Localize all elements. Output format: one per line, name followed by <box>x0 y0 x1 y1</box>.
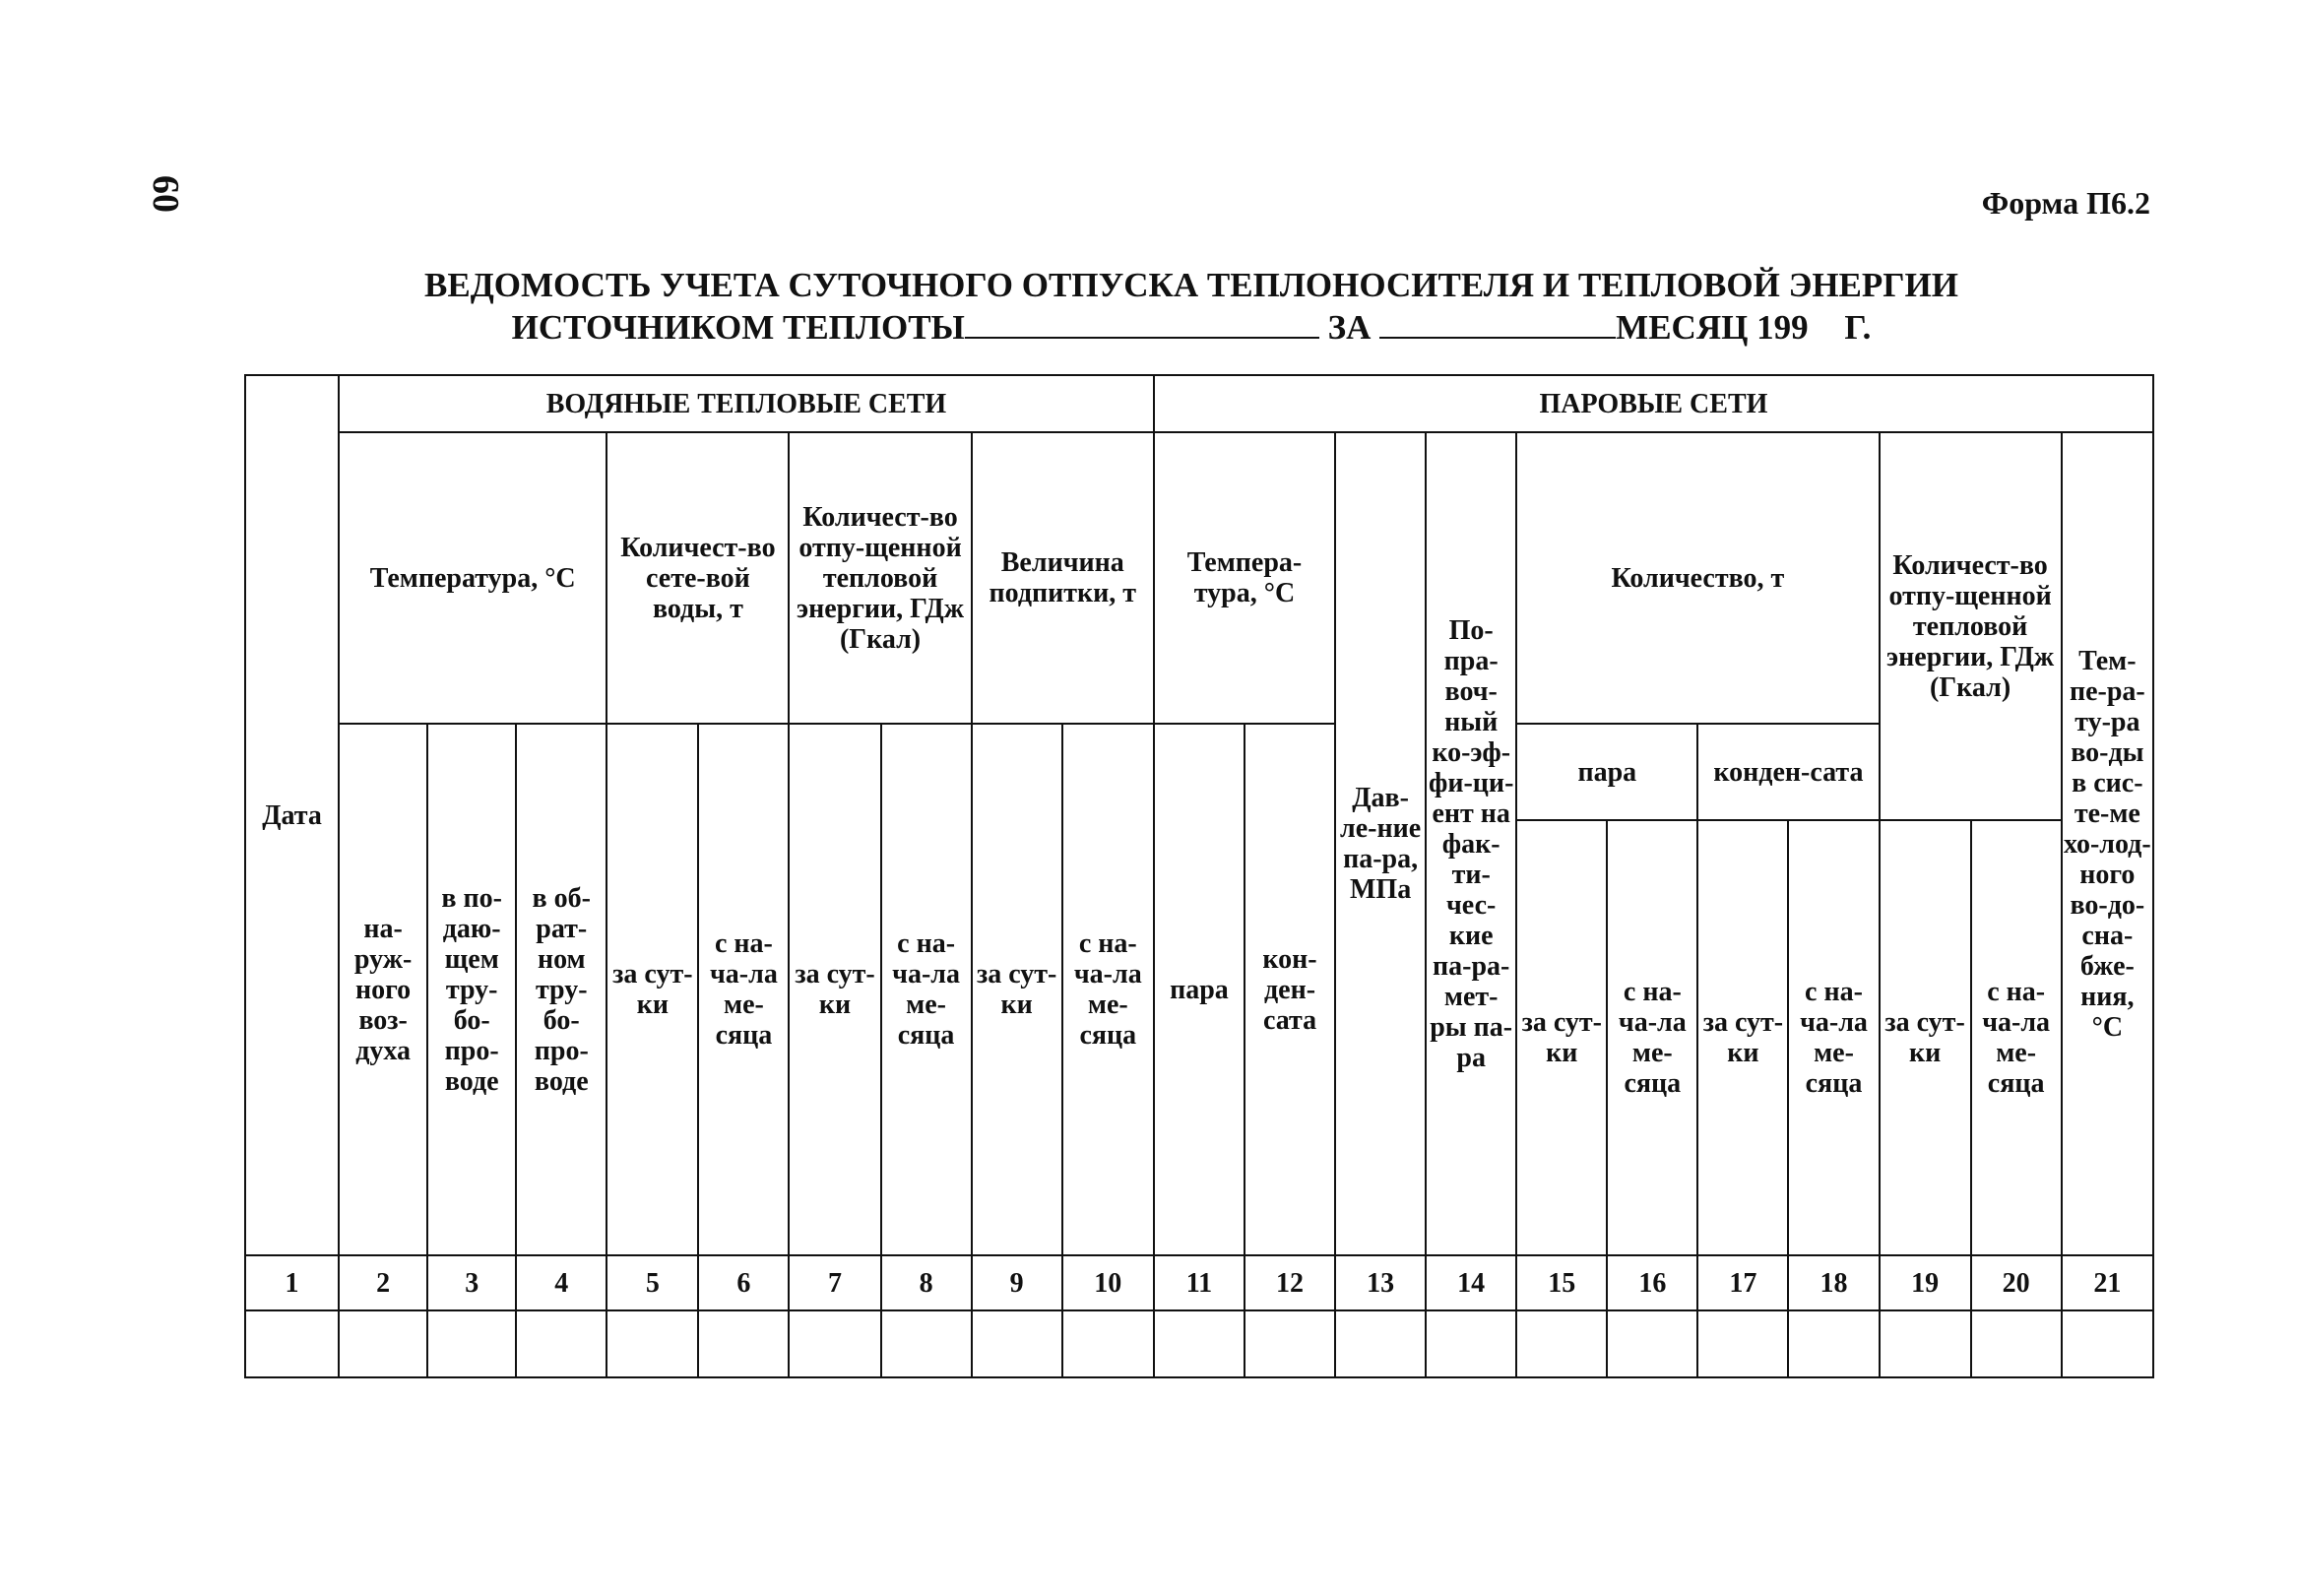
document-title-line2 <box>226 307 2156 348</box>
empty-cell[interactable] <box>245 1310 339 1377</box>
empty-cell[interactable] <box>1697 1310 1788 1377</box>
report-table-container <box>244 374 2154 1378</box>
header-col15-per-day: за сут-ки <box>1516 820 1607 1255</box>
header-correction-factor: По-пра-воч-ный ко-эф-фи-ци-ент на фак-ти-чес-кие па-ра-мет-ры па-ра <box>1426 432 1516 1255</box>
column-number: 9 <box>972 1255 1062 1310</box>
header-water-temperature: Температура, °С <box>339 432 606 724</box>
header-col6-from-month-start: с на-ча-ла ме-сяца <box>698 724 789 1255</box>
header-col5-per-day: за сут-ки <box>606 724 698 1255</box>
column-number: 2 <box>339 1255 427 1310</box>
column-number: 5 <box>606 1255 698 1310</box>
column-number: 12 <box>1245 1255 1335 1310</box>
title-month-label: МЕСЯЦ 199 <box>1616 308 1809 347</box>
empty-data-row <box>245 1310 2153 1377</box>
header-quantity-condensate: конден-сата <box>1697 724 1879 820</box>
empty-cell[interactable] <box>1516 1310 1607 1377</box>
header-col19-per-day: за сут-ки <box>1880 820 1971 1255</box>
header-steam-quantity: Количество, т <box>1516 432 1879 724</box>
header-col17-per-day: за сут-ки <box>1697 820 1788 1255</box>
column-number: 15 <box>1516 1255 1607 1310</box>
empty-cell[interactable] <box>1062 1310 1154 1377</box>
empty-cell[interactable] <box>606 1310 698 1377</box>
column-number: 20 <box>1971 1255 2062 1310</box>
empty-cell[interactable] <box>1971 1310 2062 1377</box>
blank-month-field <box>1379 307 1616 339</box>
header-water-heat-released: Количест-во отпу-щенной тепловой энергии, ГДж (Гкал) <box>789 432 971 724</box>
title-year-suffix: Г. <box>1844 308 1872 347</box>
empty-cell[interactable] <box>972 1310 1062 1377</box>
empty-cell[interactable] <box>698 1310 789 1377</box>
header-outdoor-air: на-руж-ного воз-духа <box>339 724 427 1255</box>
column-number: 19 <box>1880 1255 1971 1310</box>
column-number: 10 <box>1062 1255 1154 1310</box>
column-number: 17 <box>1697 1255 1788 1310</box>
column-number: 18 <box>1788 1255 1879 1310</box>
empty-cell[interactable] <box>1607 1310 1697 1377</box>
header-quantity-steam: пара <box>1516 724 1697 820</box>
header-cold-water-temperature: Тем-пе-ра-ту-ра во-ды в сис-те-ме хо-лод-ного во-до-сна-бже-ния, °С <box>2062 432 2153 1255</box>
header-col9-per-day: за сут-ки <box>972 724 1062 1255</box>
column-number: 3 <box>427 1255 516 1310</box>
form-label: Форма П6.2 <box>1981 185 2150 221</box>
empty-cell[interactable] <box>2062 1310 2153 1377</box>
column-number: 1 <box>245 1255 339 1310</box>
column-number: 7 <box>789 1255 880 1310</box>
title-source-label: ИСТОЧНИКОМ ТЕПЛОТЫ <box>511 308 965 347</box>
header-steam-heat-released: Количест-во отпу-щенной тепловой энергии, ГДж (Гкал) <box>1880 432 2062 820</box>
empty-cell[interactable] <box>1335 1310 1426 1377</box>
empty-cell[interactable] <box>881 1310 972 1377</box>
header-col10-from-month-start: с на-ча-ла ме-сяца <box>1062 724 1154 1255</box>
header-col16-from-month-start: с на-ча-ла ме-сяца <box>1607 820 1697 1255</box>
header-col18-from-month-start: с на-ча-ла ме-сяца <box>1788 820 1879 1255</box>
header-col12-condensate: кон-ден-сата <box>1245 724 1335 1255</box>
column-number: 21 <box>2062 1255 2153 1310</box>
header-steam-networks: ПАРОВЫЕ СЕТИ <box>1154 375 2153 432</box>
header-col20-from-month-start: с на-ча-ла ме-сяца <box>1971 820 2062 1255</box>
empty-cell[interactable] <box>789 1310 880 1377</box>
column-number-row <box>245 1255 2153 1310</box>
title-for-label: ЗА <box>1327 308 1372 347</box>
header-network-water-quantity: Количест-во сете-вой воды, т <box>606 432 789 724</box>
blank-source-field <box>965 307 1319 339</box>
column-number: 4 <box>516 1255 606 1310</box>
empty-cell[interactable] <box>339 1310 427 1377</box>
page-number: 60 <box>145 175 186 213</box>
header-col11-steam: пара <box>1154 724 1245 1255</box>
empty-cell[interactable] <box>1426 1310 1516 1377</box>
header-supply-pipe: в по-даю-щем тру-бо-про-воде <box>427 724 516 1255</box>
header-return-pipe: в об-рат-ном тру-бо-про-воде <box>516 724 606 1255</box>
empty-cell[interactable] <box>1245 1310 1335 1377</box>
column-number: 13 <box>1335 1255 1426 1310</box>
header-makeup-amount: Величина подпитки, т <box>972 432 1154 724</box>
empty-cell[interactable] <box>1154 1310 1245 1377</box>
column-number: 8 <box>881 1255 972 1310</box>
column-number: 6 <box>698 1255 789 1310</box>
column-number: 16 <box>1607 1255 1697 1310</box>
header-water-networks: ВОДЯНЫЕ ТЕПЛОВЫЕ СЕТИ <box>339 375 1154 432</box>
empty-cell[interactable] <box>1880 1310 1971 1377</box>
report-table <box>244 374 2154 1378</box>
column-number: 14 <box>1426 1255 1516 1310</box>
header-steam-pressure: Дав-ле-ние па-ра, МПа <box>1335 432 1426 1255</box>
header-col8-from-month-start: с на-ча-ла ме-сяца <box>881 724 972 1255</box>
header-date: Дата <box>245 375 339 1255</box>
empty-cell[interactable] <box>516 1310 606 1377</box>
column-number: 11 <box>1154 1255 1245 1310</box>
header-steam-temperature: Темпера-тура, °С <box>1154 432 1335 724</box>
empty-cell[interactable] <box>427 1310 516 1377</box>
document-title-line1: ВЕДОМОСТЬ УЧЕТА СУТОЧНОГО ОТПУСКА ТЕПЛОНОСИТЕЛЯ И ТЕПЛОВОЙ ЭНЕРГИИ <box>424 266 1958 304</box>
empty-cell[interactable] <box>1788 1310 1879 1377</box>
header-col7-per-day: за сут-ки <box>789 724 880 1255</box>
